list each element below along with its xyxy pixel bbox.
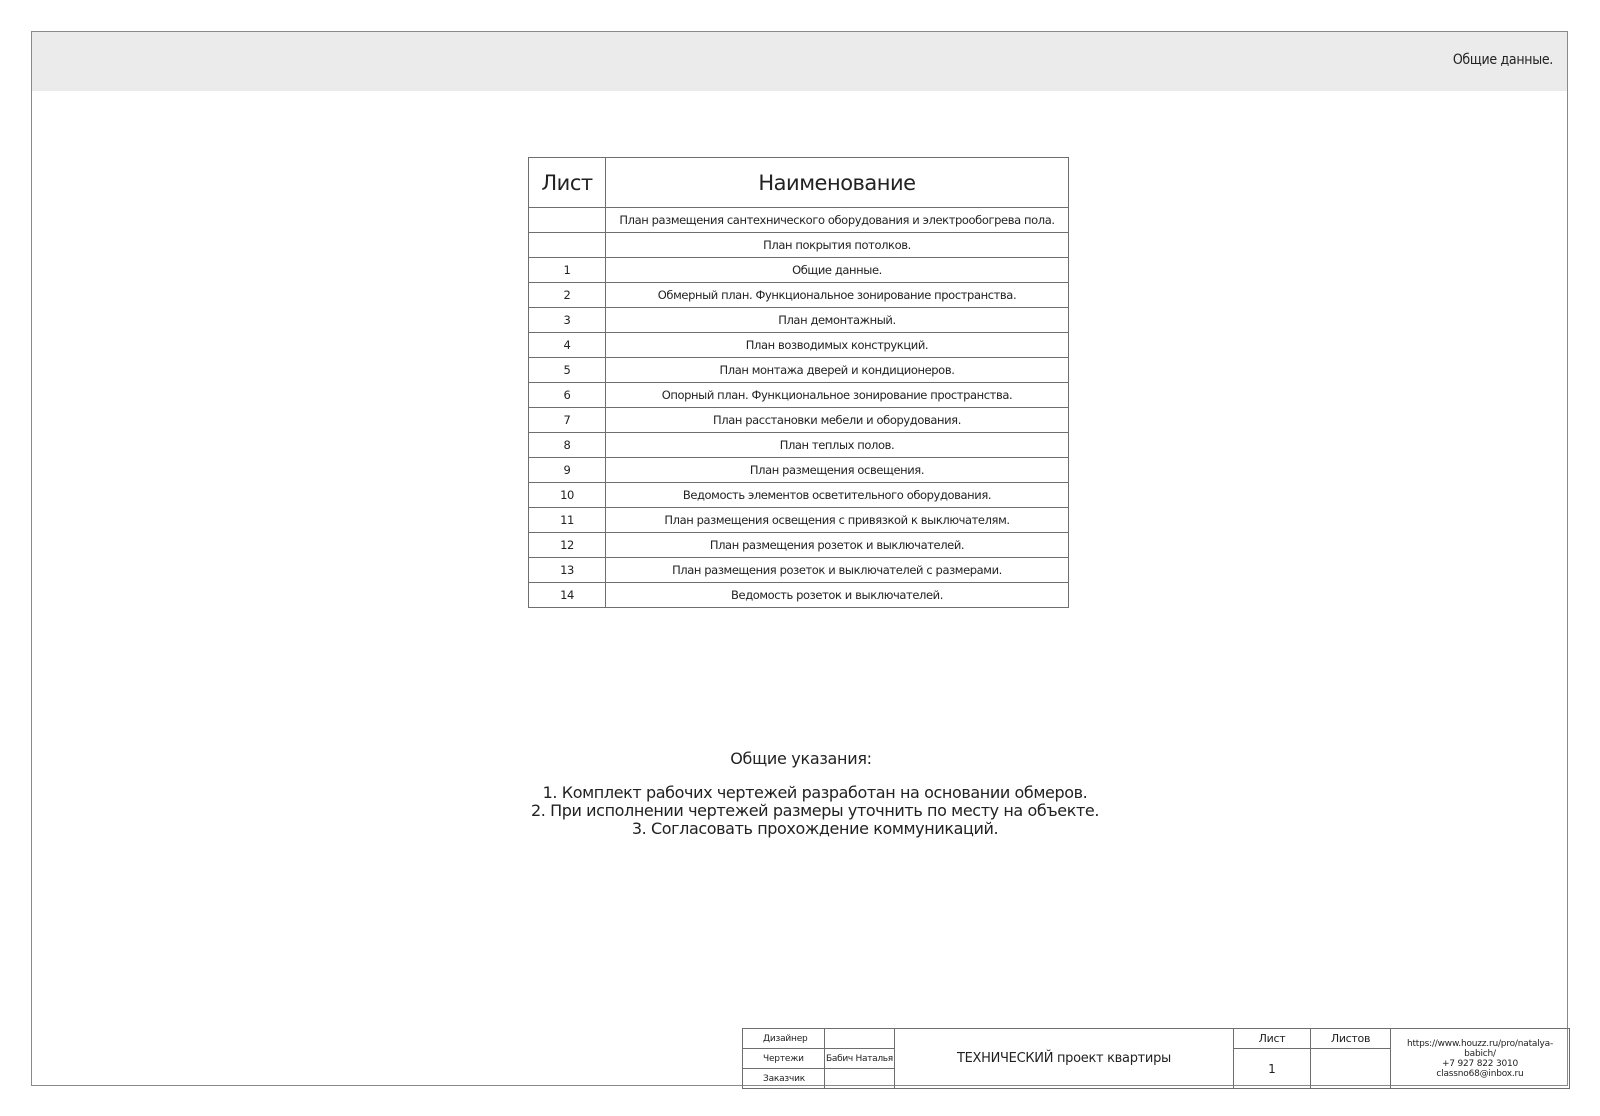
sheet-name: План размещения освещения.: [606, 458, 1069, 483]
designer-value: [825, 1029, 895, 1049]
contact-url-continued: babich/: [1464, 1048, 1496, 1059]
sheet-name: План покрытия потолков.: [606, 233, 1069, 258]
sheet-number: 6: [529, 383, 606, 408]
table-row: [529, 208, 1069, 233]
sheet-number: 13: [529, 558, 606, 583]
sheet-name: Ведомость розеток и выключателей.: [606, 583, 1069, 608]
note-item: 1. Комплект рабочих чертежей разработан на основании обмеров.: [542, 783, 1088, 802]
table-row: [529, 308, 1069, 333]
table-row: [529, 408, 1069, 433]
table-row: [529, 283, 1069, 308]
customer-label: Заказчик: [743, 1069, 825, 1089]
sheet-value: 1: [1234, 1049, 1311, 1089]
sheet-number: 10: [529, 483, 606, 508]
sheet-number: 2: [529, 283, 606, 308]
sheet-number: 12: [529, 533, 606, 558]
sheet-number: 4: [529, 333, 606, 358]
notes-list: [63, 784, 1567, 838]
sheet-name: План размещения сантехнического оборудования и электрообогрева пола.: [606, 208, 1069, 233]
sheet-name: План демонтажный.: [606, 308, 1069, 333]
sheet-number: 9: [529, 458, 606, 483]
sheet-number: 7: [529, 408, 606, 433]
sheet-number: 14: [529, 583, 606, 608]
contact-url: https://www.houzz.ru/pro/natalya-: [1406, 1038, 1554, 1049]
designer-label: Дизайнер: [743, 1029, 825, 1049]
table-row: [529, 583, 1069, 608]
note-item: 2. При исполнении чертежей размеры уточнить по месту на объекте.: [530, 801, 1100, 820]
sheet-name: План монтажа дверей и кондиционеров.: [606, 358, 1069, 383]
sheets-value: [1311, 1049, 1391, 1089]
title-block: [742, 1028, 1570, 1089]
sheet-list-body: [529, 208, 1069, 608]
table-row: [529, 508, 1069, 533]
sheet-name: Опорный план. Функциональное зонирование пространства.: [606, 383, 1069, 408]
sheet-number: [529, 233, 606, 258]
table-row: [529, 433, 1069, 458]
sheet-number: 3: [529, 308, 606, 333]
drawing-sheet: [31, 31, 1568, 1086]
table-row: [529, 383, 1069, 408]
page-title: Общие данные.: [1452, 52, 1553, 68]
sheet-name: Ведомость элементов осветительного оборудования.: [606, 483, 1069, 508]
note-item: 3. Согласовать прохождение коммуникаций.: [631, 819, 999, 838]
notes-title: Общие указания:: [730, 749, 872, 768]
customer-value: [825, 1069, 895, 1089]
project-title: ТЕХНИЧЕСКИЙ проект квартиры: [895, 1029, 1234, 1089]
general-notes: [63, 749, 1567, 838]
column-header-sheet: Лист: [529, 158, 606, 208]
header-bar: [32, 32, 1567, 91]
sheets-label: Листов: [1311, 1029, 1391, 1049]
sheet-name: План теплых полов.: [606, 433, 1069, 458]
sheet-name: План размещения розеток и выключателей.: [606, 533, 1069, 558]
table-row: [529, 233, 1069, 258]
drawings-label: Чертежи: [743, 1049, 825, 1069]
sheet-name: Обмерный план. Функциональное зонирование пространства.: [606, 283, 1069, 308]
table-header-row: [529, 158, 1069, 208]
sheet-number: 8: [529, 433, 606, 458]
sheet-number: [529, 208, 606, 233]
sheet-name: План размещения розеток и выключателей с размерами.: [606, 558, 1069, 583]
column-header-name: Наименование: [606, 158, 1069, 208]
table-row: [529, 533, 1069, 558]
contact-info: [1391, 1029, 1570, 1089]
sheet-name: План размещения освещения с привязкой к выключателям.: [606, 508, 1069, 533]
table-row: [529, 258, 1069, 283]
contact-email: classno68@inbox.ru: [1436, 1068, 1524, 1079]
sheet-name: План возводимых конструкций.: [606, 333, 1069, 358]
contact-phone: +7 927 822 3010: [1441, 1058, 1519, 1069]
table-row: [529, 558, 1069, 583]
sheet-name: План расстановки мебели и оборудования.: [606, 408, 1069, 433]
sheet-list-table: [528, 157, 1069, 608]
sheet-number: 5: [529, 358, 606, 383]
sheet-label: Лист: [1234, 1029, 1311, 1049]
sheet-name: Общие данные.: [606, 258, 1069, 283]
table-row: [529, 358, 1069, 383]
sheet-number: 11: [529, 508, 606, 533]
table-row: [529, 483, 1069, 508]
table-row: [529, 458, 1069, 483]
table-row: [529, 333, 1069, 358]
sheet-number: 1: [529, 258, 606, 283]
drawings-author: Бабич Наталья: [825, 1049, 895, 1069]
